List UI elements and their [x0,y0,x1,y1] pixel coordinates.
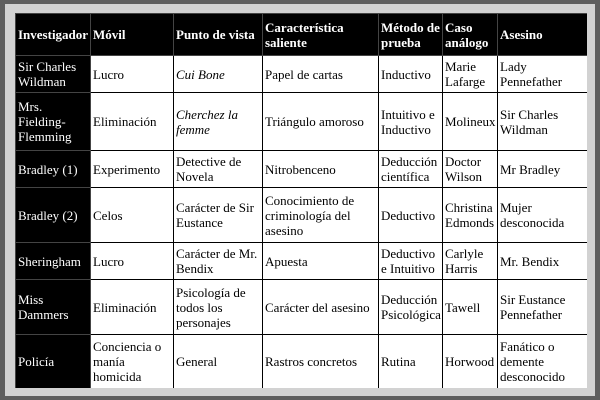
caracteristica-cell: Triángulo amoroso [263,93,379,151]
metodo-cell: Deducción científica [379,151,443,188]
caso-cell: Carlyle Harris [443,243,498,280]
header-investigador: Investigador [16,14,91,56]
table-row [16,188,588,243]
punto-cell: Cui Bone [174,56,263,93]
punto-cell: Carácter de Sir Eustance [174,188,263,243]
caso-cell: Tawell [443,280,498,335]
table-row [16,151,588,188]
caracteristica-cell: Carácter del asesino [263,280,379,335]
punto-cell: Psicología de todos los personajes [174,280,263,335]
caso-cell: Molineux [443,93,498,151]
movil-cell: Lucro [91,243,174,280]
caracteristica-cell: Rastros concretos [263,335,379,389]
investigador-cell: Sheringham [16,243,91,280]
caracteristica-cell: Papel de cartas [263,56,379,93]
metodo-cell: Inductivo [379,56,443,93]
investigador-cell: Bradley (1) [16,151,91,188]
caso-cell: Marie Lafarge [443,56,498,93]
metodo-cell: Deducción Psicológica [379,280,443,335]
caso-cell: Christina Edmonds [443,188,498,243]
punto-cell: Cherchez la femme [174,93,263,151]
investigador-cell: Bradley (2) [16,188,91,243]
punto-cell: General [174,335,263,389]
metodo-cell: Deductivo e Intuitivo [379,243,443,280]
asesino-cell: Fanático o demente desconocido [498,335,588,389]
movil-cell: Conciencia o manía homicida [91,335,174,389]
asesino-cell: Mr. Bendix [498,243,588,280]
table-paper [15,13,587,388]
movil-cell: Eliminación [91,280,174,335]
punto-cell: Carácter de Mr. Bendix [174,243,263,280]
header-row [16,14,588,56]
asesino-cell: Sir Charles Wildman [498,93,588,151]
caracteristica-cell: Conocimiento de criminología del asesino [263,188,379,243]
table-row [16,93,588,151]
movil-cell: Celos [91,188,174,243]
header-movil: Móvil [91,14,174,56]
table-row [16,280,588,335]
header-caracteristica: Característica saliente [263,14,379,56]
investigador-cell: Sir Charles Wildman [16,56,91,93]
investigators-table [15,13,587,388]
metodo-cell: Intuitivo e Inductivo [379,93,443,151]
movil-cell: Eliminación [91,93,174,151]
asesino-cell: Sir Eustance Pennefather [498,280,588,335]
movil-cell: Experimento [91,151,174,188]
caso-cell: Horwood [443,335,498,389]
metodo-cell: Rutina [379,335,443,389]
header-caso: Caso análogo [443,14,498,56]
asesino-cell: Mr Bradley [498,151,588,188]
table-row [16,335,588,389]
investigador-cell: Mrs. Fielding-Flemming [16,93,91,151]
movil-cell: Lucro [91,56,174,93]
table-row [16,56,588,93]
header-punto-de-vista: Punto de vista [174,14,263,56]
table-row [16,243,588,280]
caso-cell: Doctor Wilson [443,151,498,188]
asesino-cell: Mujer desconocida [498,188,588,243]
header-metodo: Método de prueba [379,14,443,56]
metodo-cell: Deductivo [379,188,443,243]
header-asesino: Asesino [498,14,588,56]
punto-cell: Detective de Novela [174,151,263,188]
asesino-cell: Lady Pennefather [498,56,588,93]
caracteristica-cell: Nitrobenceno [263,151,379,188]
image-frame [5,4,595,396]
investigador-cell: Policía [16,335,91,389]
caracteristica-cell: Apuesta [263,243,379,280]
investigador-cell: Miss Dammers [16,280,91,335]
